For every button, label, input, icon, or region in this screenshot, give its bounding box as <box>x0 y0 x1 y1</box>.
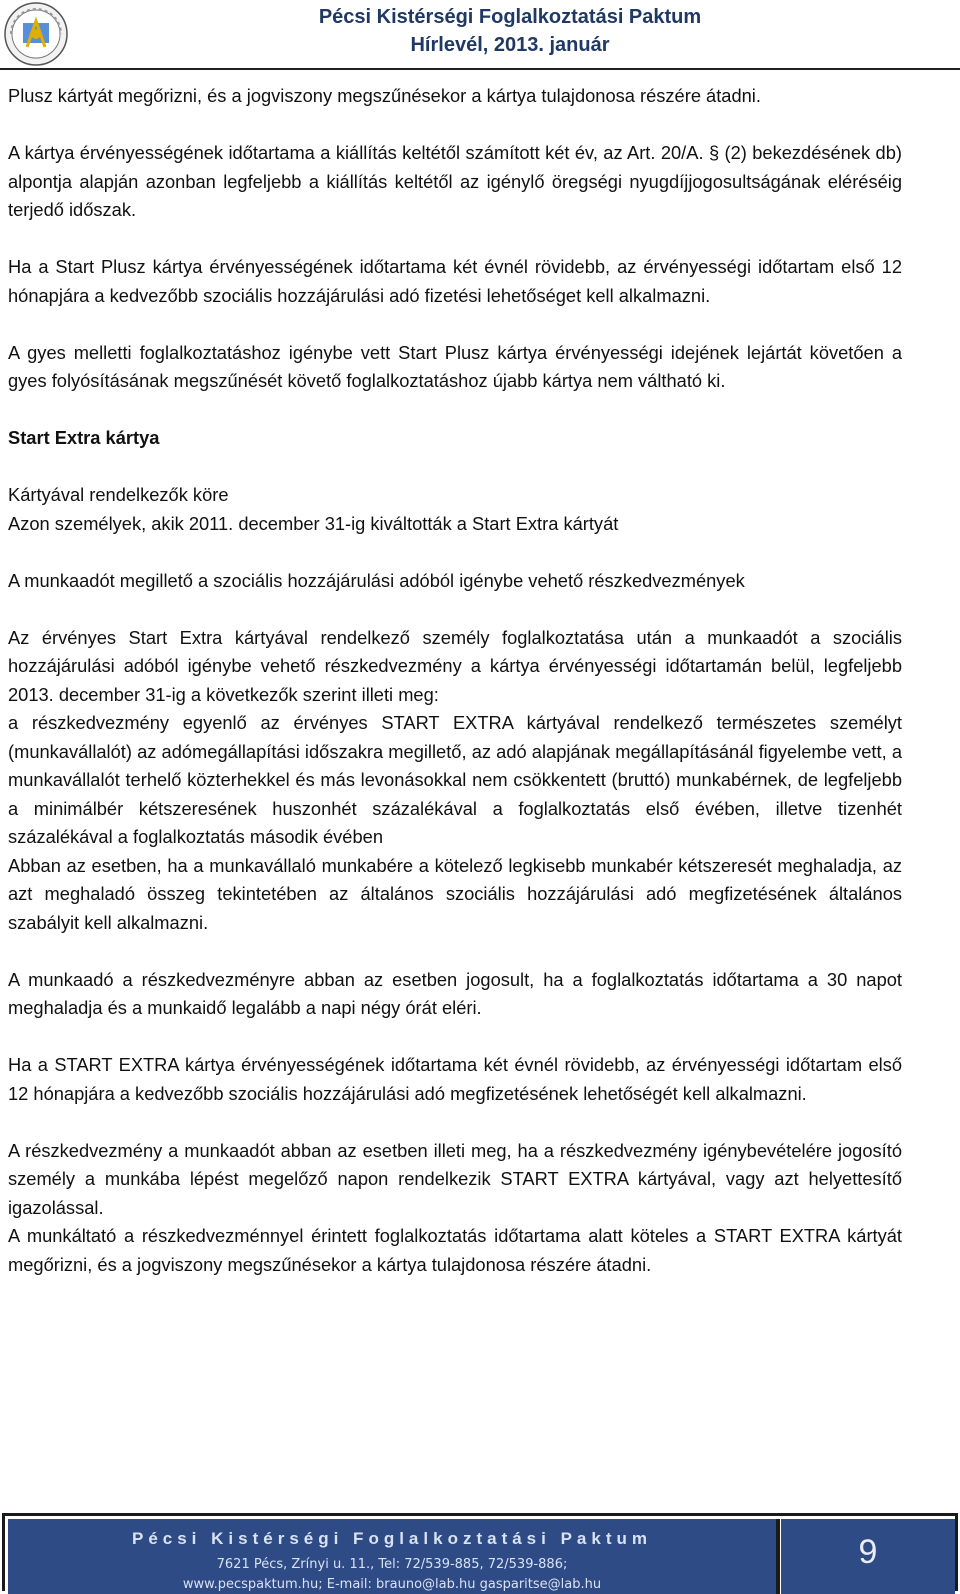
footer-contact-link[interactable]: www.pecspaktum.hu; E-mail: brauno@lab.hu gasparitse@lab.hu <box>182 1577 602 1592</box>
header-divider <box>0 68 960 70</box>
paragraph: Az érvényes Start Extra kártyával rendelkező személy foglalkoztatása után a munkaadót a szociális hozzájárulási adóból igénybe vehető részkedvezmény a kártya érvényességi időtartamán belül, legfeljebb 2013. december 31-ig a következők szerint illeti meg: <box>8 626 902 705</box>
paragraph: a részkedvezmény egyenlő az érvényes START EXTRA kártyával rendelkező természetes személyt (munkavállalót) az adómegállapítási időszakra megillető, az adó alapjának megállapításánál figyelembe vett, a munkavállalót terhelő közterhekkel és más levonásokkal nem csökkentett (bruttó) munkabérnek, de legfeljebb a minimálbér kétszeresének huszonhét százalékával a foglalkoztatás első évében, illetve tizenhét százalékával a foglalkoztatás második évében <box>8 712 902 847</box>
paragraph: A munkaadó a részkedvezményre abban az esetben jogosult, ha a foglalkoztatás időtartama a 30 napot meghaladja és a munkaidő legalább a napi négy órát eléri. <box>8 968 902 1018</box>
paragraph: Plusz kártyát megőrizni, és a jogviszony megszűnésekor a kártya tulajdonosa részére átadni. <box>8 85 761 106</box>
header-subtitle: Hírlevél, 2013. január <box>410 34 610 56</box>
paragraph: A részkedvezmény a munkaadót abban az esetben illeti meg, ha a részkedvezmény igénybevételére jogosító személy a munkába lépést megelőző napon rendelkezik START EXTRA kártyával, vagy azt helyettesítő igazolással. <box>8 1139 902 1218</box>
paragraph: A kártya érvényességének időtartama a kiállítás keltétől számított két év, az Art. 20/A. § (2) bekezdésének db) alpontja alapján azonban legfeljebb a kiállítás keltétől az igénylő öregségi nyugdíjjogosultságának eléréséig terjedő időszak. <box>8 142 902 220</box>
paragraph: Azon személyek, akik 2011. december 31-ig kiváltották a Start Extra kártyát <box>8 512 619 534</box>
footer-address: 7621 Pécs, Zrínyi u. 11., Tel: 72/539-885, 72/539-886; <box>216 1557 568 1572</box>
subheading: A munkaadót megillető a szociális hozzájárulási adóból igénybe vehető részkedvezmények <box>8 569 745 591</box>
paragraph: Abban az esetben, ha a munkavállaló munkabére a kötelező legkisebb munkabér kétszeresét meghaladja, az azt meghaladó összeg tekintetében az általános szociális hozzájárulási adó megfizetésének általános szabályit kell alkalmazni. <box>8 854 902 933</box>
footer-title: Pécsi Kistérségi Foglalkoztatási Paktum <box>131 1529 652 1548</box>
page-number: 9 <box>858 1533 878 1571</box>
subheading: Kártyával rendelkezők köre <box>8 484 229 505</box>
paragraph: Ha a START EXTRA kártya érvényességének időtartama két évnél rövidebb, az érvényességi időtartam első 12 hónapjára a kedvezőbb szociális hozzájárulási adó megfizetésének lehetőségét kell alkalmazni. <box>8 1054 902 1104</box>
paragraph: A munkáltató a részkedvezménnyel érintett foglalkoztatás időtartama alatt köteles a START EXTRA kártyát megőrizni, és a jogviszony megszűnésekor a kártya tulajdonosa részére átadni. <box>8 1225 902 1275</box>
page-footer <box>2 1513 958 1591</box>
footer-divider <box>776 1519 780 1594</box>
article-body <box>8 82 902 1279</box>
page-number-box <box>781 1519 955 1594</box>
paragraph: Ha a Start Plusz kártya érvényességének időtartama két évnél rövidebb, az érvényességi időtartam első 12 hónapjára a kedvezőbb szociális hozzájárulási adó fizetési lehetőséget kell alkalmazni. <box>8 256 902 306</box>
section-heading: Start Extra kártya <box>8 427 160 448</box>
header-title: Pécsi Kistérségi Foglalkoztatási Paktum <box>318 6 702 28</box>
paragraph: A gyes melletti foglalkoztatáshoz igénybe vett Start Plusz kártya érvényességi idejének lejártát követően a gyes folyósításának megszűnését követő foglalkoztatáshoz újabb kártya nem váltható ki. <box>8 341 902 391</box>
pact-logo-icon <box>3 1 69 67</box>
footer-band <box>8 1519 776 1594</box>
